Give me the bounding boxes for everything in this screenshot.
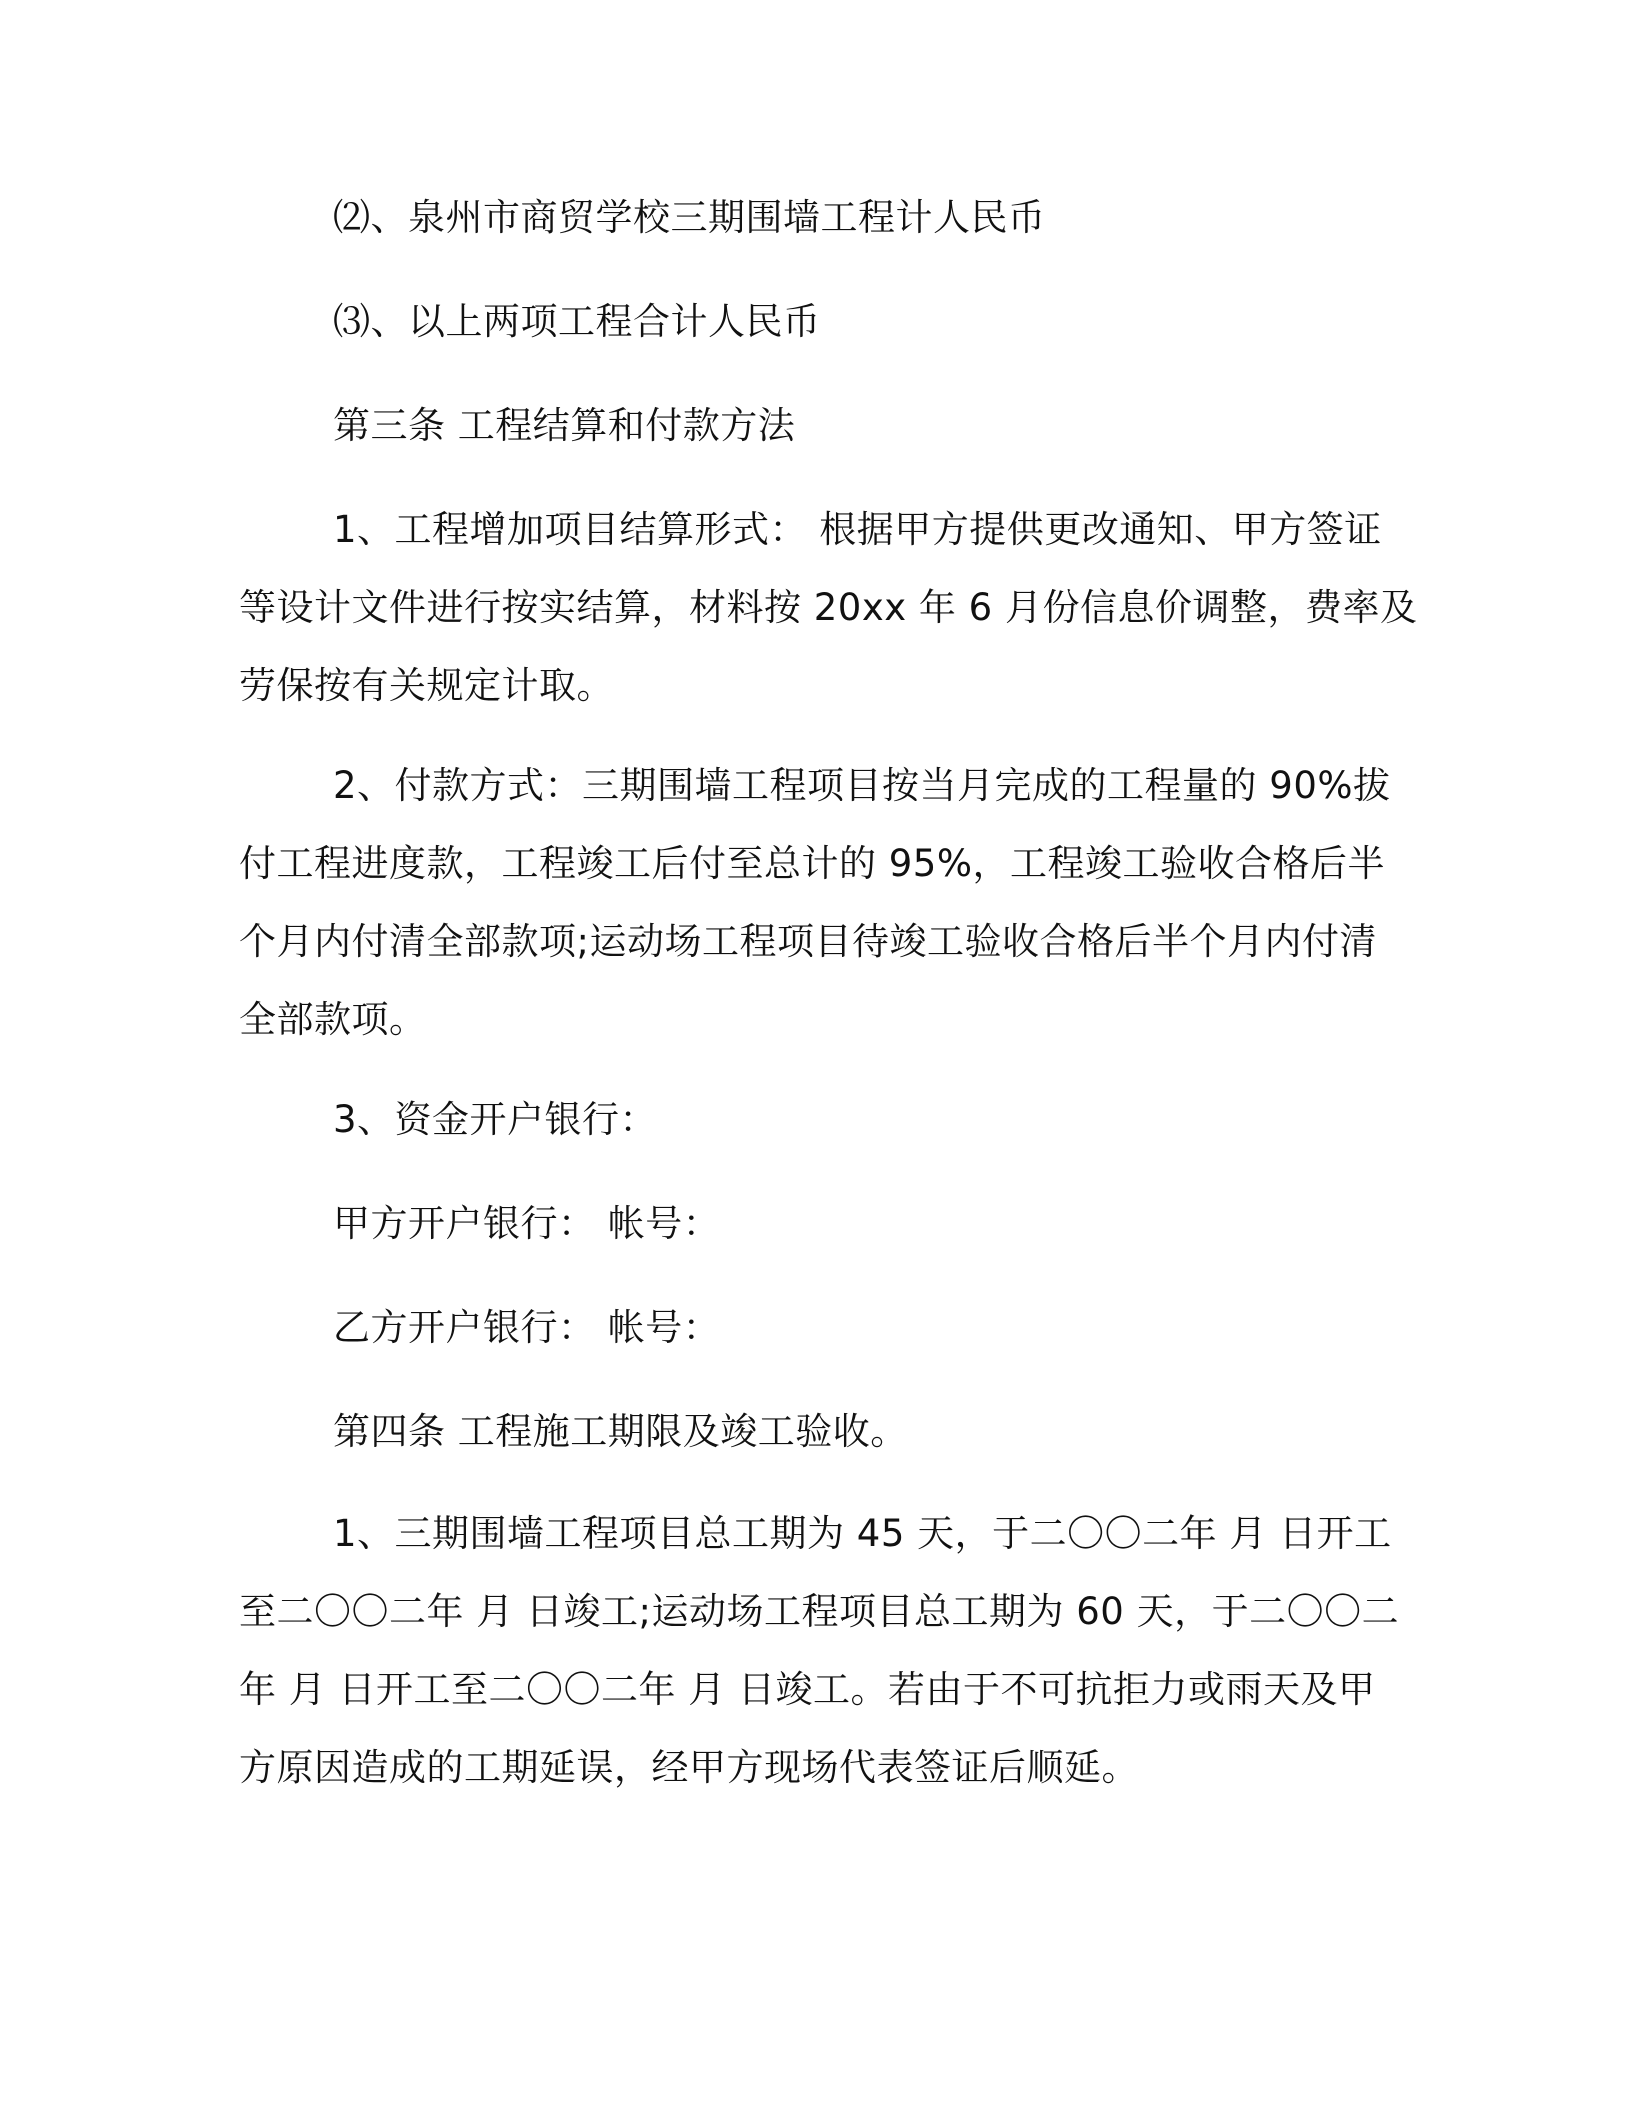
party-b-bank-line: 乙方开户银行： 帐号： (333, 1306, 721, 1349)
clause-3-3-line: 3、资金开户银行： (333, 1098, 658, 1141)
clause-3-2-line-2: 付工程进度款，工程竣工后付至总计的 95%，工程竣工验收合格后半 (239, 842, 1385, 885)
clause-4-1-line-3: 年 月 日开工至二〇〇二年 月 日竣工。若由于不可抗拒力或雨天及甲 (239, 1668, 1376, 1711)
item-2-line: ⑵、泉州市商贸学校三期围墙工程计人民币 (333, 196, 1046, 239)
clause-4-1-line-1: 1、三期围墙工程项目总工期为 45 天，于二〇〇二年 月 日开工 (333, 1512, 1392, 1555)
clause-3-1-line-3: 劳保按有关规定计取。 (239, 664, 614, 707)
item-3-line: ⑶、以上两项工程合计人民币 (333, 300, 821, 343)
clause-3-2-line-1: 2、付款方式：三期围墙工程项目按当月完成的工程量的 90%拔 (333, 764, 1391, 807)
clause-3-2-line-3: 个月内付清全部款项;运动场工程项目待竣工验收合格后半个月内付清 (239, 920, 1377, 963)
article-3-heading: 第三条 工程结算和付款方法 (333, 404, 796, 447)
clause-4-1-line-4: 方原因造成的工期延误，经甲方现场代表签证后顺延。 (239, 1746, 1139, 1789)
article-4-heading: 第四条 工程施工期限及竣工验收。 (333, 1410, 908, 1453)
clause-3-1-line-2: 等设计文件进行按实结算，材料按 20xx 年 6 月份信息价调整，费率及 (239, 586, 1418, 629)
clause-3-2-line-4: 全部款项。 (239, 998, 427, 1041)
party-a-bank-line: 甲方开户银行： 帐号： (333, 1202, 721, 1245)
clause-4-1-line-2: 至二〇〇二年 月 日竣工;运动场工程项目总工期为 60 天，于二〇〇二 (239, 1590, 1400, 1633)
clause-3-1-line-1: 1、工程增加项目结算形式： 根据甲方提供更改通知、甲方签证 (333, 508, 1382, 551)
